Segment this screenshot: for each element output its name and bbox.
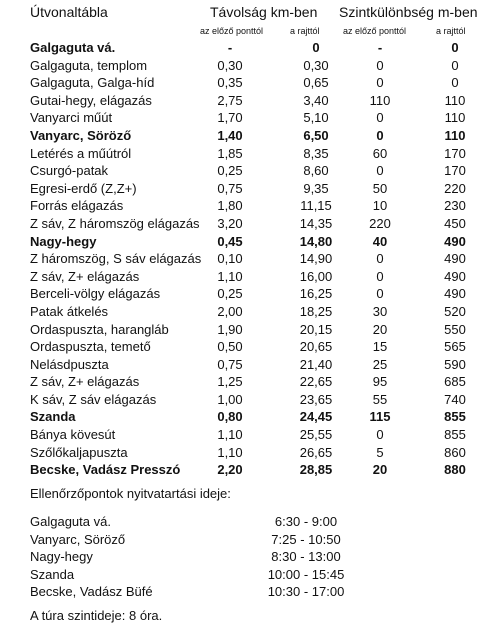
table-row <box>0 39 500 57</box>
row-dist-start: 14,35 <box>299 215 333 231</box>
row-dist-start: 16,00 <box>299 268 333 284</box>
row-elev-start: 855 <box>444 409 466 425</box>
row-dist-start: 25,55 <box>299 427 333 443</box>
sub-header-elev-prev: az előző ponttól <box>343 26 407 36</box>
row-name: Szőlőkaljapuszta <box>30 444 128 460</box>
row-elev-prev: 0 <box>376 286 384 302</box>
row-name: Bánya kövesút <box>30 427 116 443</box>
row-dist-prev: 0,10 <box>217 251 243 267</box>
table-row <box>0 338 500 356</box>
row-name: K sáv, Z sáv elágazás <box>30 391 157 407</box>
row-dist-prev: 1,85 <box>217 145 243 161</box>
row-dist-prev: 2,00 <box>217 303 243 319</box>
list-item <box>30 548 480 566</box>
row-name: Patak átkelés <box>30 303 109 319</box>
row-elev-prev: 0 <box>376 251 384 267</box>
row-dist-prev: 0,50 <box>217 339 243 355</box>
row-dist-start: 11,15 <box>300 198 332 214</box>
table-row <box>0 426 500 444</box>
row-elev-start: 0 <box>451 57 459 73</box>
row-elev-start: 220 <box>444 180 466 196</box>
row-dist-start: 24,45 <box>299 409 333 425</box>
row-elev-prev: 25 <box>372 356 388 372</box>
row-name: Z háromszög, S sáv elágazás <box>30 251 202 267</box>
row-name: Becske, Vadász Presszó <box>30 462 181 478</box>
row-elev-start: 550 <box>444 321 466 337</box>
row-elev-start: 110 <box>444 92 466 108</box>
row-elev-start: 590 <box>444 356 466 372</box>
row-name: Forrás elágazás <box>30 198 124 214</box>
row-name: Z sáv, Z+ elágazás <box>30 374 140 390</box>
row-name: Egresi-erdő (Z,Z+) <box>30 180 137 196</box>
sub-header-dist-start: a rajttól <box>290 26 320 36</box>
row-name: Berceli-völgy elágazás <box>30 286 161 302</box>
row-name: Csurgó-patak <box>30 163 109 179</box>
row-dist-prev: 0,25 <box>217 286 243 302</box>
row-name: Nelásdpuszta <box>30 356 109 372</box>
row-elev-start: 740 <box>444 391 466 407</box>
table-row <box>0 215 500 233</box>
row-dist-prev: 3,20 <box>217 215 243 231</box>
route-table <box>0 39 500 479</box>
row-elev-prev: 115 <box>369 409 391 425</box>
list-item <box>30 566 480 584</box>
row-name: Letérés a műútról <box>30 145 132 161</box>
table-row <box>0 391 500 409</box>
row-dist-prev: 1,40 <box>217 127 243 143</box>
table-title: Útvonaltábla <box>30 4 108 20</box>
row-elev-prev: 110 <box>369 92 391 108</box>
row-dist-prev: - <box>227 40 233 55</box>
row-dist-prev: 0,25 <box>217 163 243 179</box>
row-dist-prev: 1,10 <box>217 427 243 443</box>
checkpoint-name: Szanda <box>30 566 75 582</box>
row-dist-prev: 2,75 <box>217 92 243 108</box>
row-dist-start: 8,60 <box>303 163 329 179</box>
row-elev-start: 0 <box>451 75 459 91</box>
row-elev-start: 880 <box>444 462 466 478</box>
row-elev-start: 450 <box>444 215 466 231</box>
row-name: Z sáv, Z háromszög elágazás <box>30 215 200 231</box>
row-dist-prev: 1,80 <box>217 198 243 214</box>
checkpoint-name: Vanyarc, Söröző <box>30 531 126 547</box>
row-dist-start: 18,25 <box>299 303 333 319</box>
checkpoint-name: Galgaguta vá. <box>30 514 111 529</box>
row-dist-start: 20,65 <box>299 339 333 355</box>
row-elev-prev: 220 <box>369 215 391 231</box>
row-dist-prev: 1,90 <box>217 321 243 337</box>
table-row <box>0 145 500 163</box>
row-elev-prev: 20 <box>372 321 388 337</box>
row-elev-start: 490 <box>444 286 466 302</box>
checkpoint-time: 6:30 - 9:00 <box>274 514 338 529</box>
list-item <box>30 583 480 601</box>
table-row <box>0 356 500 374</box>
row-elev-prev: 55 <box>372 391 388 407</box>
checkpoint-name: Becske, Vadász Büfé <box>30 584 153 600</box>
row-elev-start: 490 <box>444 233 466 249</box>
row-elev-start: 490 <box>444 268 466 284</box>
row-name: Nagy-hegy <box>30 233 97 249</box>
row-dist-prev: 0,80 <box>217 409 243 425</box>
row-name: Gutai-hegy, elágazás <box>30 92 152 108</box>
distance-header: Távolság km-ben <box>210 4 318 20</box>
row-dist-prev: 1,10 <box>217 268 243 284</box>
table-row <box>0 197 500 215</box>
row-elev-prev: 20 <box>372 462 388 478</box>
row-elev-prev: 30 <box>372 303 388 319</box>
table-row <box>0 127 500 145</box>
sub-header-elev-start: a rajttól <box>436 26 466 36</box>
row-elev-prev: 50 <box>372 180 388 196</box>
row-dist-start: 8,35 <box>303 145 329 161</box>
row-elev-prev: 0 <box>376 268 384 284</box>
row-dist-start: 9,35 <box>303 180 329 196</box>
table-row <box>0 74 500 92</box>
checkpoint-name: Nagy-hegy <box>30 549 93 565</box>
table-row <box>0 162 500 180</box>
row-elev-start: 855 <box>444 427 466 443</box>
row-elev-start: 170 <box>444 163 466 179</box>
row-elev-prev: 0 <box>376 110 384 126</box>
row-dist-start: 14,80 <box>299 233 333 249</box>
table-row <box>0 233 500 251</box>
table-row <box>0 109 500 127</box>
row-dist-prev: 1,70 <box>217 110 243 126</box>
row-elev-start: 170 <box>444 145 466 161</box>
row-dist-start: 3,40 <box>303 92 329 108</box>
row-elev-prev: 40 <box>372 233 388 249</box>
list-item <box>30 531 480 549</box>
table-row <box>0 268 500 286</box>
row-elev-prev: 95 <box>372 374 388 390</box>
checkpoints-list <box>30 513 480 601</box>
row-name: Vanyarc, Söröző <box>30 127 132 143</box>
row-elev-prev: 0 <box>376 57 384 73</box>
table-row <box>0 92 500 110</box>
row-dist-start: 21,40 <box>299 356 333 372</box>
checkpoints-title: Ellenőrzőpontok nyitvatartási ideje: <box>30 486 231 501</box>
row-dist-prev: 2,20 <box>217 462 243 478</box>
row-name: Galgaguta, Galga-híd <box>30 75 155 91</box>
sub-header-dist-prev: az előző ponttól <box>200 26 264 36</box>
row-name: Z sáv, Z+ elágazás <box>30 268 140 284</box>
table-row <box>0 321 500 339</box>
row-elev-prev: 0 <box>376 127 384 143</box>
row-name: Szanda <box>30 409 76 425</box>
table-row <box>0 250 500 268</box>
checkpoint-time: 8:30 - 13:00 <box>271 549 341 565</box>
row-elev-prev: 5 <box>376 444 384 460</box>
checkpoint-time: 10:00 - 15:45 <box>267 566 345 582</box>
checkpoint-time: 7:25 - 10:50 <box>271 531 341 547</box>
row-dist-start: 22,65 <box>299 374 333 390</box>
table-row <box>0 285 500 303</box>
table-row <box>0 373 500 391</box>
row-dist-start: 20,15 <box>299 321 333 337</box>
table-row <box>0 57 500 75</box>
row-elev-start: 860 <box>444 444 466 460</box>
row-dist-start: 6,50 <box>303 127 329 143</box>
row-dist-prev: 0,75 <box>217 356 243 372</box>
row-dist-prev: 1,00 <box>217 391 243 407</box>
list-item <box>30 513 480 531</box>
row-elev-start: 110 <box>444 110 466 126</box>
row-dist-start: 23,65 <box>299 391 333 407</box>
row-elev-start: 565 <box>444 339 466 355</box>
row-name: Vanyarci műút <box>30 110 113 126</box>
row-elev-prev: 15 <box>372 339 388 355</box>
row-dist-start: 16,25 <box>299 286 333 302</box>
table-row <box>0 444 500 462</box>
row-elev-prev: 10 <box>372 198 388 214</box>
row-name: Ordaspuszta, harangláb <box>30 321 169 337</box>
row-elev-prev: 0 <box>376 163 384 179</box>
row-dist-prev: 0,30 <box>217 57 243 73</box>
row-elev-start: 685 <box>444 374 466 390</box>
row-elev-prev: 0 <box>376 427 384 443</box>
row-elev-start: 110 <box>444 127 466 143</box>
row-dist-start: 0 <box>312 40 320 55</box>
row-name: Ordaspuszta, temető <box>30 339 151 355</box>
row-elev-prev: 60 <box>372 145 388 161</box>
row-name: Galgaguta, templom <box>30 57 148 73</box>
row-dist-start: 5,10 <box>303 110 329 126</box>
table-row <box>0 461 500 479</box>
row-elev-start: 0 <box>451 40 459 55</box>
row-dist-start: 28,85 <box>299 462 333 478</box>
row-elev-prev: 0 <box>376 75 384 91</box>
row-dist-prev: 0,75 <box>217 180 243 196</box>
row-dist-start: 0,30 <box>303 57 329 73</box>
time-limit-note: A túra szintideje: 8 óra. <box>30 608 163 623</box>
row-elev-start: 230 <box>444 198 466 214</box>
table-row <box>0 408 500 426</box>
row-dist-prev: 0,45 <box>217 233 243 249</box>
row-dist-prev: 1,10 <box>217 444 243 460</box>
row-elev-start: 520 <box>444 303 466 319</box>
row-name: Galgaguta vá. <box>30 40 116 55</box>
elevation-header: Szintkülönbség m-ben <box>339 4 478 20</box>
row-dist-start: 14,90 <box>299 251 333 267</box>
checkpoint-time: 10:30 - 17:00 <box>267 584 345 600</box>
row-elev-start: 490 <box>444 251 466 267</box>
row-dist-prev: 0,35 <box>217 75 243 91</box>
row-dist-start: 0,65 <box>303 75 329 91</box>
row-dist-start: 26,65 <box>299 444 333 460</box>
row-elev-prev: - <box>377 40 383 55</box>
row-dist-prev: 1,25 <box>217 374 243 390</box>
table-row <box>0 180 500 198</box>
table-row <box>0 303 500 321</box>
